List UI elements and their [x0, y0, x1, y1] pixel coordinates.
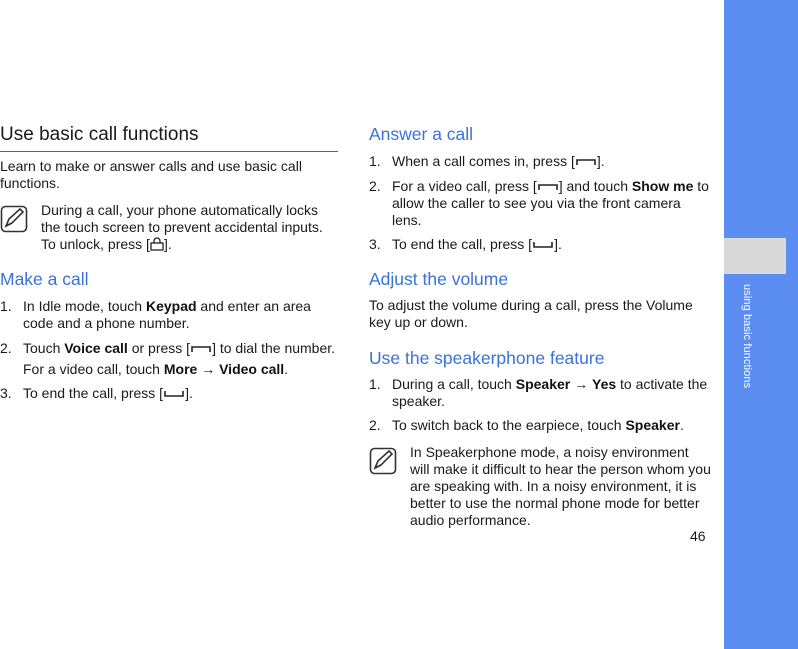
intro-text: Learn to make or answer calls and use basic call functions. [0, 158, 302, 191]
note-lock-text: During a call, your phone automatically locks the touch screen to prevent accidental inputs. To unlock, press [ [41, 202, 323, 252]
list-item: 2. To switch back to the earpiece, touch Speaker. [369, 417, 684, 433]
call-key-icon [537, 181, 559, 193]
list-item: 1. In Idle mode, touch Keypad and enter an area code and a phone number. [0, 298, 311, 331]
list-item: 2. Touch Voice call or press [ ] to dial the number. For a video call, touch More → Video call. [0, 340, 340, 378]
list-subitem: For a video call, touch More → Video call. [23, 361, 289, 377]
list-item: 1. During a call, touch Speaker → Yes to activate the speaker. [369, 376, 708, 409]
page-number: 46 [690, 528, 706, 544]
make-call-heading: Make a call [0, 269, 89, 289]
note-speakerphone-text: In Speakerphone mode, a noisy environment will make it difficult to hear the person whom you are speaking with. In a noisy environment, it is better to use the normal phone mode for better audio performance. [410, 444, 711, 528]
answer-call-steps [369, 153, 711, 253]
list-item: 2. For a video call, press [ ] and touch Show me to allow the caller to see you via the front camera lens. [369, 178, 709, 228]
end-key-icon [163, 388, 185, 400]
note-pencil-icon [0, 205, 28, 233]
sidebar-tab [724, 238, 786, 274]
list-item: 3. To end the call, press [ ]. [0, 385, 193, 401]
note-pencil-icon [369, 447, 397, 475]
sidebar [724, 0, 798, 649]
note-lock: During a call, your phone automatically locks the touch screen to prevent accidental inputs. To unlock, press [ ]. [0, 202, 340, 253]
end-key-icon [532, 239, 554, 251]
list-item: 3. To end the call, press [ ]. [369, 236, 562, 252]
make-call-steps [0, 298, 340, 402]
right-column [369, 124, 711, 529]
page-title: Use basic call functions [0, 124, 338, 152]
call-key-icon [575, 156, 597, 168]
speakerphone-steps [369, 376, 711, 434]
sidebar-label: using basic functions [741, 284, 753, 389]
lock-key-icon [150, 237, 164, 251]
left-column [0, 124, 340, 402]
call-key-icon [190, 343, 212, 355]
list-item: 1. When a call comes in, press [ ]. [369, 153, 605, 169]
speakerphone-heading: Use the speakerphone feature [369, 348, 605, 368]
adjust-volume-text: To adjust the volume during a call, press the Volume key up or down. [369, 297, 693, 330]
note-speakerphone [369, 444, 711, 529]
answer-call-heading: Answer a call [369, 124, 474, 144]
adjust-volume-heading: Adjust the volume [369, 269, 509, 289]
